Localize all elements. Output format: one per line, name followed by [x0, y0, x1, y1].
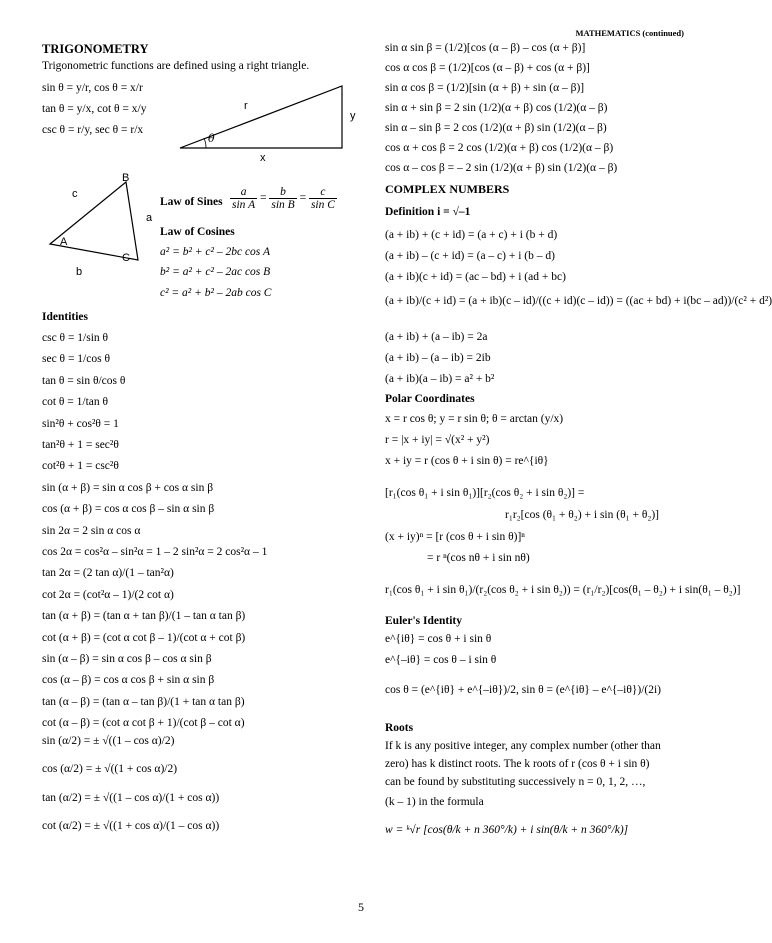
right-triangle-figure — [180, 86, 380, 166]
euler-title: Euler's Identity — [385, 615, 462, 627]
polar-identity-line: x + iy = r (cos θ + i sin θ) = re^{iθ} — [385, 455, 549, 467]
identity-line: cot²θ + 1 = csc²θ — [42, 460, 119, 473]
trig-def: csc θ = r/y, sec θ = r/x — [42, 124, 144, 136]
identity-line: tan θ = sin θ/cos θ — [42, 374, 126, 387]
roots-text-3: can be found by substituting successively n = 0, 1, 2, …, — [385, 776, 646, 788]
tri-label-b: b — [76, 266, 83, 278]
tri-label-A: A — [60, 236, 68, 248]
product-identity-line: sin α + sin β = 2 sin (1/2)(α + β) cos (1/2)(α – β) — [385, 102, 608, 114]
identity-line: cot θ = 1/tan θ — [42, 396, 109, 409]
law-of-cosines-2: b² = a² + c² – 2ac cos B — [160, 266, 271, 278]
identity-line: cos (α – β) = cos α cos β + sin α sin β — [42, 674, 215, 687]
polar-identity-line: r₁r₂[cos (θ₁ + θ₂) + i sin (θ₁ + θ₂)] — [505, 509, 660, 521]
product-identity-line: cos α – cos β = – 2 sin (1/2)(α + β) sin (1/2)(α – β) — [385, 162, 618, 174]
product-identity-line: cos α + cos β = 2 cos (1/2)(α + β) cos (1/2)(α – β) — [385, 142, 614, 154]
oblique-triangle-figure — [42, 176, 152, 266]
polar-identity-line: x = r cos θ; y = r sin θ; θ = arctan (y/x) — [385, 413, 564, 425]
polar-identity-line: = r ⁿ(cos nθ + i sin nθ) — [427, 552, 530, 564]
euler-3: cos θ = (e^{iθ} + e^{–iθ})/2, sin θ = (e^{iθ} – e^{–iθ})/(2i) — [385, 684, 662, 696]
page-number: 5 — [358, 900, 364, 914]
identity-line: sin (α – β) = sin α cos β – cos α sin β — [42, 653, 212, 665]
identity-line: sin²θ + cos²θ = 1 — [42, 417, 119, 430]
identity-line: cot 2α = (cot²α – 1)/(2 cot α) — [42, 588, 174, 601]
trig-def: tan θ = y/x, cot θ = x/y — [42, 103, 147, 115]
euler-1: e^{iθ} = cos θ + i sin θ — [385, 633, 492, 645]
identity-line: sin (α/2) = ± √((1 – cos α)/2) — [42, 735, 175, 747]
tri-label-B: B — [122, 172, 130, 184]
identity-line: cos (α + β) = cos α cos β – sin α sin β — [42, 503, 215, 516]
tri-label-x: x — [260, 152, 266, 164]
identity-line: tan (α – β) = (tan α – tan β)/(1 + tan α tan β) — [42, 695, 245, 708]
polar-identity-line: r = |x + iy| = √(x² + y²) — [385, 434, 490, 446]
identity-line: tan (α + β) = (tan α + tan β)/(1 – tan α tan β) — [42, 610, 246, 623]
roots-text-2: zero) has k distinct roots. The k roots of r (cos θ + i sin θ) — [385, 758, 650, 770]
complex-identity-line: (a + ib) – (c + id) = (a – c) + i (b – d) — [385, 250, 555, 262]
complex-identity-line: (a + ib) – (a – ib) = 2ib — [385, 352, 491, 364]
tri-label-r: r — [244, 100, 248, 112]
identities-title: Identities — [42, 311, 88, 323]
polar-identity-line: [r₁(cos θ₁ + i sin θ₁)][r₂(cos θ₂ + i sin θ₂)] = — [385, 487, 585, 499]
roots-text-1: If k is any positive integer, any complex number (other than — [385, 740, 661, 752]
product-identity-line: sin α sin β = (1/2)[cos (α – β) – cos (α + β)] — [385, 42, 586, 54]
complex-identity-line: (a + ib)/(c + id) = (a + ib)(c – id)/((c + id)(c – id)) = ((ac + bd) + i(bc – ad))/(c² + d²) — [385, 295, 772, 307]
law-of-cosines-label: Law of Cosines — [160, 226, 235, 238]
complex-identity-line: (a + ib) + (c + id) = (a + c) + i (b + d) — [385, 229, 558, 241]
law-of-sines-formula: $\frac{a}{\text{sin A}}$ = $\frac{b}{\text{sin B}}$ = $\frac{c}{\text{sin C}}$ — [232, 186, 335, 211]
product-identity-line: sin α cos β = (1/2)[sin (α + β) + sin (α – β)] — [385, 82, 585, 94]
product-identity-line: cos α cos β = (1/2)[cos (α – β) + cos (α + β)] — [385, 62, 590, 74]
roots-formula: w = ᵏ√r [cos(θ/k + n 360°/k) + i sin(θ/k + n 360°/k)] — [385, 824, 629, 836]
complex-definition: Definition i = √–1 — [385, 206, 471, 218]
law-of-cosines-1: a² = b² + c² – 2bc cos A — [160, 246, 270, 258]
polar-identity-line: r₁(cos θ₁ + i sin θ₁)/(r₂(cos θ₂ + i sin θ₂)) = (r₁/r₂)[cos(θ₁ – θ₂) + i sin(θ₁ – θ₂)] — [385, 584, 741, 596]
identity-line: sin 2α = 2 sin α cos α — [42, 524, 141, 537]
law-of-cosines-3: c² = a² + b² – 2ab cos C — [160, 287, 272, 299]
complex-identity-line: (a + ib) + (a – ib) = 2a — [385, 331, 488, 343]
identity-line: tan²θ + 1 = sec²θ — [42, 439, 119, 451]
identity-line: tan (α/2) = ± √((1 – cos α)/(1 + cos α)) — [42, 792, 220, 804]
tri-label-a: a — [146, 212, 153, 224]
tri-label-C: C — [122, 252, 130, 264]
polar-title: Polar Coordinates — [385, 393, 475, 405]
euler-2: e^{–iθ} = cos θ – i sin θ — [385, 654, 497, 666]
identity-line: cot (α – β) = (cot α cot β + 1)/(cot β – cot α) — [42, 717, 245, 730]
complex-identity-line: (a + ib)(c + id) = (ac – bd) + i (ad + bc) — [385, 271, 566, 283]
identity-line: csc θ = 1/sin θ — [42, 332, 109, 344]
running-header: MATHEMATICS (continued) — [575, 28, 684, 38]
trig-def: sin θ = y/r, cos θ = x/r — [42, 82, 143, 94]
tri-label-c: c — [72, 188, 78, 200]
complex-identity-line: (a + ib)(a – ib) = a² + b² — [385, 373, 495, 385]
law-of-sines-label: Law of Sines — [160, 196, 223, 208]
identity-line: cot (α + β) = (cot α cot β – 1)/(cot α + cot β) — [42, 631, 246, 644]
identity-line: tan 2α = (2 tan α)/(1 – tan²α) — [42, 567, 174, 580]
identity-line: cot (α/2) = ± √((1 + cos α)/(1 – cos α)) — [42, 820, 220, 832]
polar-identity-line: (x + iy)ⁿ = [r (cos θ + i sin θ)]ⁿ — [385, 531, 525, 543]
section-title-trigonometry: TRIGONOMETRY — [42, 42, 149, 56]
section-title-complex: COMPLEX NUMBERS — [385, 182, 510, 196]
identity-line: sec θ = 1/cos θ — [42, 353, 110, 366]
identity-line: sin (α + β) = sin α cos β + cos α sin β — [42, 481, 214, 494]
product-identity-line: sin α – sin β = 2 cos (1/2)(α + β) sin (1/2)(α – β) — [385, 122, 607, 134]
roots-title: Roots — [385, 722, 414, 734]
identity-line: cos (α/2) = ± √((1 + cos α)/2) — [42, 763, 178, 775]
roots-text-4: (k – 1) in the formula — [385, 796, 484, 808]
tri-label-y: y — [350, 110, 356, 122]
trig-intro: Trigonometric functions are defined using a right triangle. — [42, 60, 310, 72]
tri-label-theta: θ — [208, 132, 215, 145]
identity-line: cos 2α = cos²α – sin²α = 1 – 2 sin²α = 2 cos²α – 1 — [42, 546, 268, 558]
